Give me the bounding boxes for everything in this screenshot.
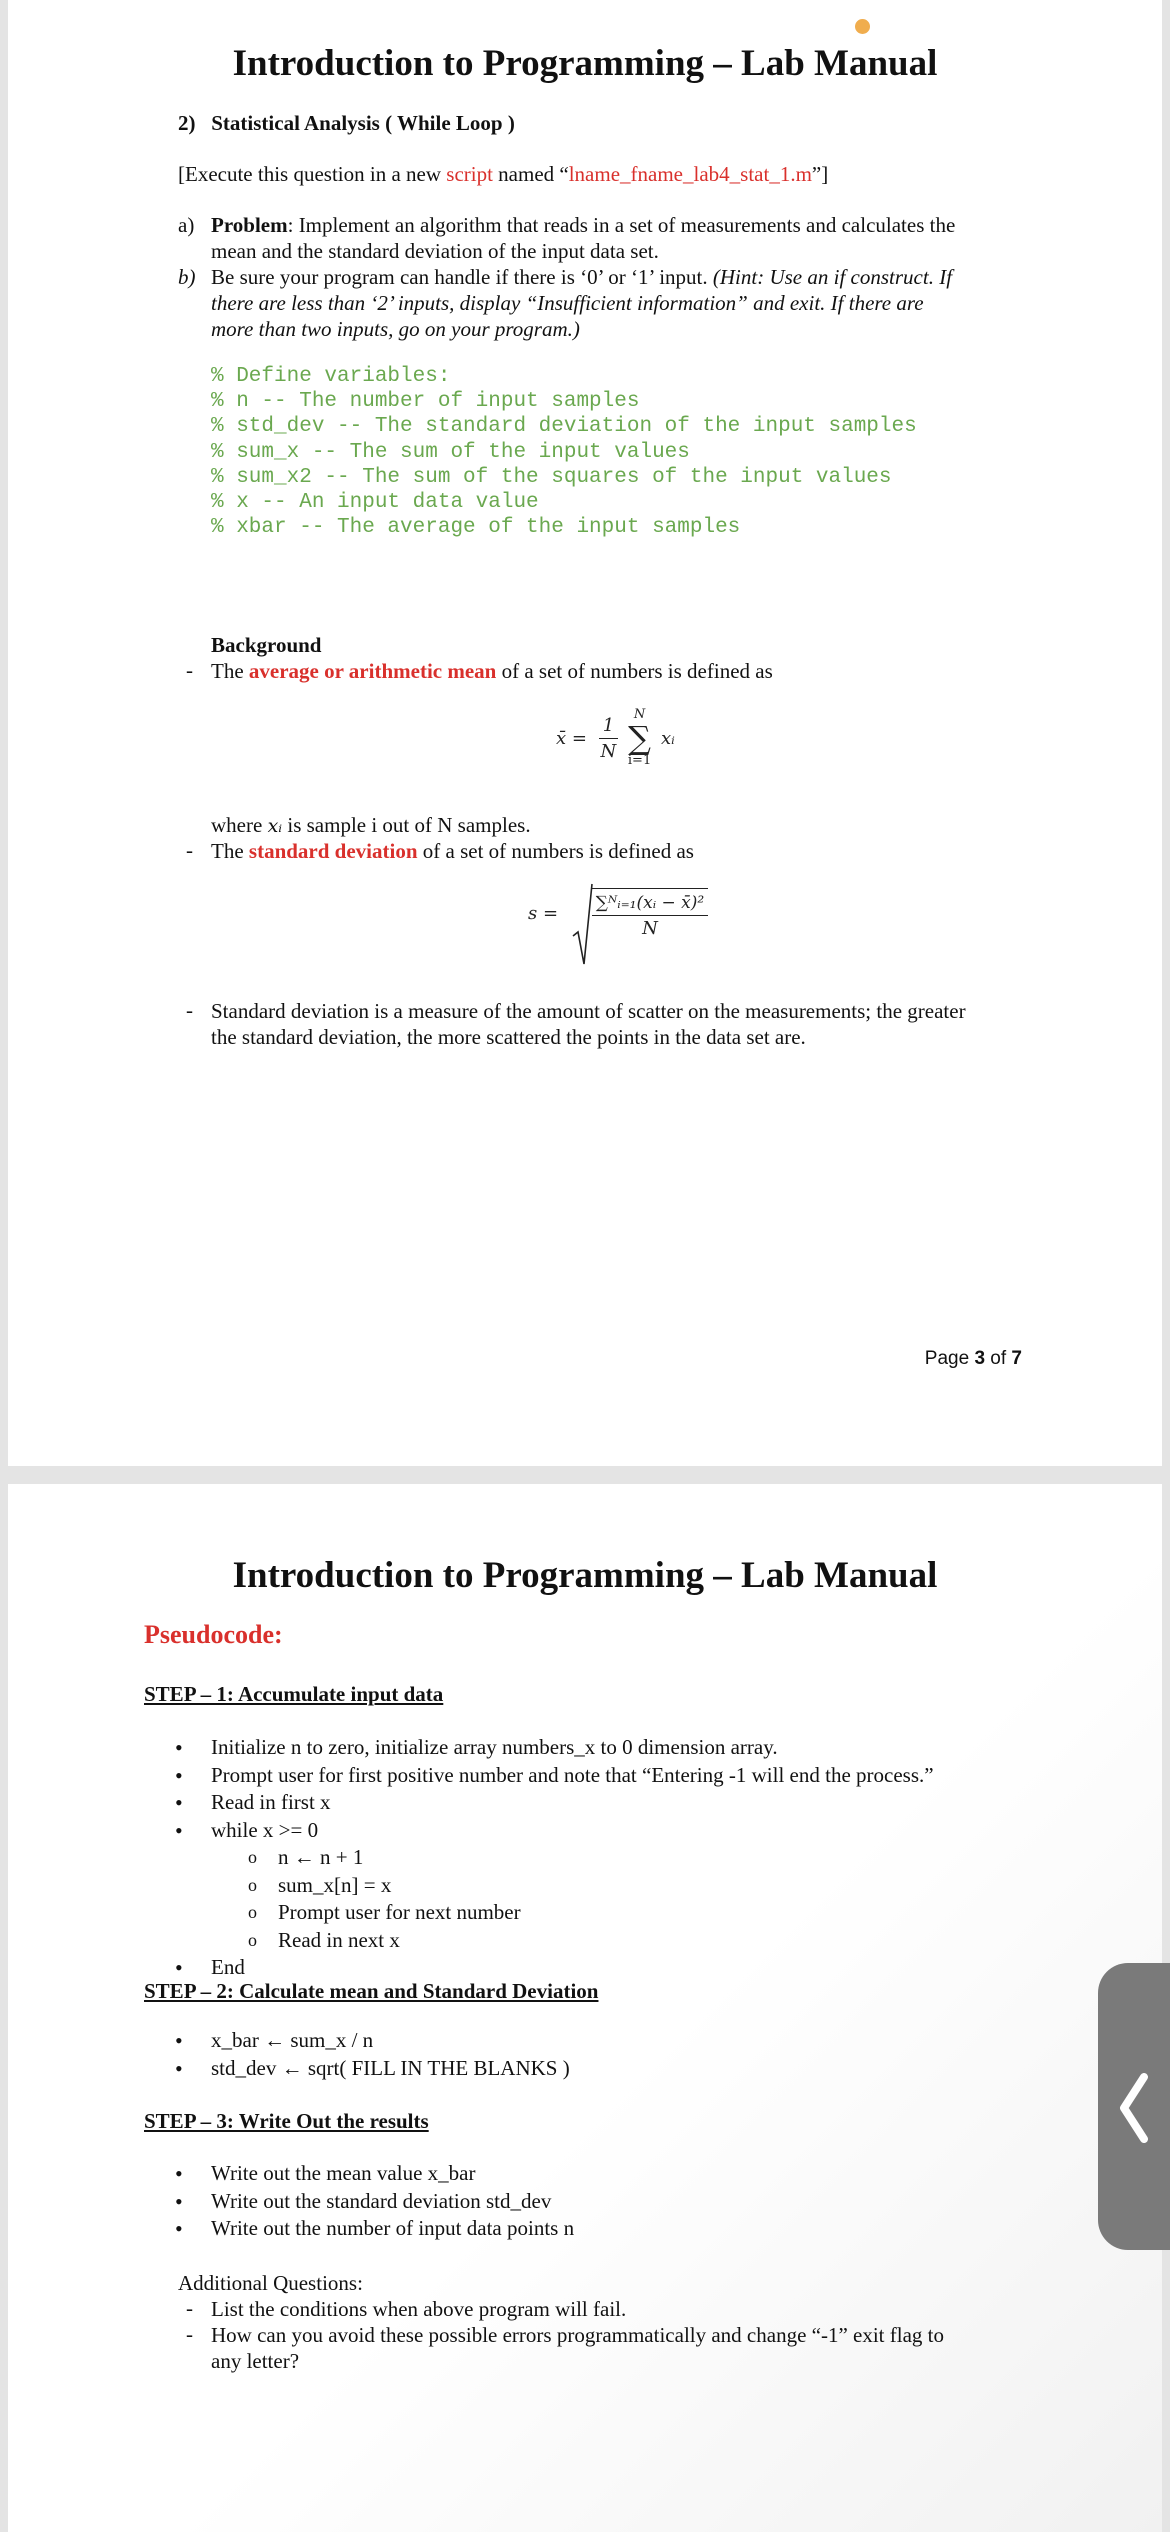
where-text xyxy=(211,812,531,839)
document-page-2 xyxy=(8,1484,1162,2532)
dash-bullet: - xyxy=(186,658,193,682)
sum-upper: N xyxy=(633,707,646,722)
scatter-line1: Standard deviation is a measure of the amount of scatter on the measurements; the greater xyxy=(211,999,966,1023)
mean-fraction xyxy=(599,715,618,762)
page-title: Introduction to Programming – Lab Manual xyxy=(232,1555,938,1596)
section-title: Statistical Analysis ( While Loop ) xyxy=(211,111,515,135)
execute-instruction xyxy=(178,161,828,187)
where-pre: where xyxy=(211,813,268,837)
footer-pre: Page xyxy=(924,1348,975,1369)
where-post: is sample i out of N samples. xyxy=(282,813,531,837)
step2-heading: STEP – 2: Calculate mean and Standard Deviation xyxy=(144,1979,599,2003)
sub-list-item: o Read in next x xyxy=(278,1927,521,1955)
std-formula xyxy=(528,888,708,939)
item-b-hint1: (Hint: Use an if construct. If xyxy=(712,265,953,289)
item-b-line1: Be sure your program can handle if there is ‘0’ or ‘1’ input. xyxy=(211,265,713,289)
step3-heading: STEP – 3: Write Out the results xyxy=(144,2109,429,2133)
execute-post: ”] xyxy=(811,162,829,186)
execute-mid: named “ xyxy=(492,162,569,186)
mean-numerator: 1 xyxy=(599,715,618,739)
mean-pre: The xyxy=(211,659,249,683)
list-item: • End xyxy=(211,1954,245,1982)
list-item: • Initialize n to zero, initialize array numbers_x to 0 dimension array. xyxy=(211,1734,934,1762)
item-b-hint2: there are less than ‘2’ inputs, display “Insufficient information” and exit. If there are xyxy=(211,291,924,315)
question-2-line1: How can you avoid these possible errors programmatically and change “-1” exit flag to xyxy=(211,2323,945,2347)
sub-list-item: o Prompt user for next number xyxy=(278,1899,521,1927)
sqrt-sign-icon xyxy=(572,882,594,966)
code-line: % std_dev -- The standard deviation of the input samples xyxy=(211,415,917,439)
background-heading: Background xyxy=(211,633,322,657)
scatter-text xyxy=(211,998,1071,1050)
dash-bullet: - xyxy=(186,838,193,862)
execute-filename: lname_fname_lab4_stat_1.m xyxy=(568,162,812,186)
mean-definition xyxy=(211,658,773,684)
section-heading xyxy=(178,110,515,136)
item-b-label: b) xyxy=(178,265,196,289)
sqrt-content xyxy=(592,888,708,939)
dash-bullet: - xyxy=(186,2296,193,2320)
mean-term: average or arithmetic mean xyxy=(248,659,497,683)
item-a-bold: Problem xyxy=(211,213,288,237)
list-item: • Write out the standard deviation std_dev xyxy=(211,2188,574,2216)
std-term: standard deviation xyxy=(248,839,418,863)
item-b-hint3: more than two inputs, go on your program.) xyxy=(211,317,580,341)
std-fraction xyxy=(592,893,708,939)
step1-sublist xyxy=(278,1844,521,1954)
std-denominator: N xyxy=(642,918,658,939)
std-pre: The xyxy=(211,839,249,863)
mean-denominator: N xyxy=(600,740,617,762)
section-number: 2) xyxy=(178,111,196,135)
list-item: • while x >= 0 xyxy=(211,1817,934,1845)
mean-post: of a set of numbers is defined as xyxy=(496,659,773,683)
mean-lhs: x̄ = xyxy=(556,727,587,749)
sum-lower: i=1 xyxy=(627,753,652,768)
dash-bullet: - xyxy=(186,998,193,1022)
step2-list xyxy=(211,2027,570,2082)
item-a-text xyxy=(211,212,1041,264)
question-1: List the conditions when above program will fail. xyxy=(211,2297,627,2321)
chevron-left-icon xyxy=(1116,2073,1150,2143)
execute-pre: [Execute this question in a new xyxy=(178,162,447,186)
sub-list-item: o sum_x[n] = x xyxy=(278,1872,521,1900)
code-line: % n -- The number of input samples xyxy=(211,390,640,414)
side-panel-handle[interactable] xyxy=(1098,1963,1170,2250)
question-2 xyxy=(211,2322,1071,2374)
code-line: % Define variables: xyxy=(211,365,451,388)
code-comment-block xyxy=(211,364,917,540)
code-line: % x -- An input data value xyxy=(211,491,539,515)
list-item: • Write out the mean value x_bar xyxy=(211,2160,574,2188)
item-a-label: a) xyxy=(178,213,195,237)
page-title: Introduction to Programming – Lab Manual xyxy=(232,43,938,84)
step3-list xyxy=(211,2160,574,2243)
list-item: • Write out the number of input data points n xyxy=(211,2215,574,2243)
list-item: • Prompt user for first positive number and note that “Entering -1 will end the process.” xyxy=(211,1762,934,1790)
question-2-line2: any letter? xyxy=(211,2349,300,2373)
list-item: • x_bar ← sum_x / n xyxy=(211,2027,570,2055)
step1-heading: STEP – 1: Accumulate input data xyxy=(144,1682,444,1706)
sub-list-item: o n ← n + 1 xyxy=(278,1844,521,1872)
code-line: % xbar -- The average of the input samples xyxy=(211,516,741,540)
code-line: % sum_x2 -- The sum of the squares of the input values xyxy=(211,465,892,489)
pseudocode-heading: Pseudocode: xyxy=(144,1620,283,1649)
std-lhs: s = xyxy=(528,903,559,924)
dash-bullet: - xyxy=(186,2322,193,2346)
sqrt-block xyxy=(572,888,708,939)
code-line: % sum_x -- The sum of the input values xyxy=(211,440,690,464)
additional-heading: Additional Questions: xyxy=(178,2271,363,2295)
mean-formula xyxy=(556,708,675,768)
list-item: • std_dev ← sqrt( FILL IN THE BLANKS ) xyxy=(211,2055,570,2083)
item-b-text xyxy=(211,264,1051,342)
footer-page-number: 3 xyxy=(974,1348,986,1369)
sum-symbol: ∑ xyxy=(628,719,651,757)
std-numerator: ∑ᴺᵢ₌₁(xᵢ − x̄)² xyxy=(592,893,708,916)
page-footer xyxy=(925,1348,1022,1370)
footer-mid: of xyxy=(985,1348,1012,1369)
item-a-line1: : Implement an algorithm that reads in a set of measurements and calculates the xyxy=(287,213,956,237)
step1-list xyxy=(211,1734,934,1844)
indicator-dot xyxy=(855,19,870,34)
std-definition xyxy=(211,838,694,864)
std-post: of a set of numbers is defined as xyxy=(417,839,694,863)
sum-operator xyxy=(628,708,651,768)
mean-term-xi: xᵢ xyxy=(660,727,675,749)
list-item: • Read in first x xyxy=(211,1789,934,1817)
item-a-line2: mean and the standard deviation of the input data set. xyxy=(211,239,659,263)
document-page-1 xyxy=(8,0,1162,1466)
footer-total-pages: 7 xyxy=(1011,1348,1022,1369)
execute-script-word: script xyxy=(446,162,493,186)
scatter-line2: the standard deviation, the more scattered the points in the data set are. xyxy=(211,1025,806,1049)
where-var: xᵢ xyxy=(267,815,283,837)
